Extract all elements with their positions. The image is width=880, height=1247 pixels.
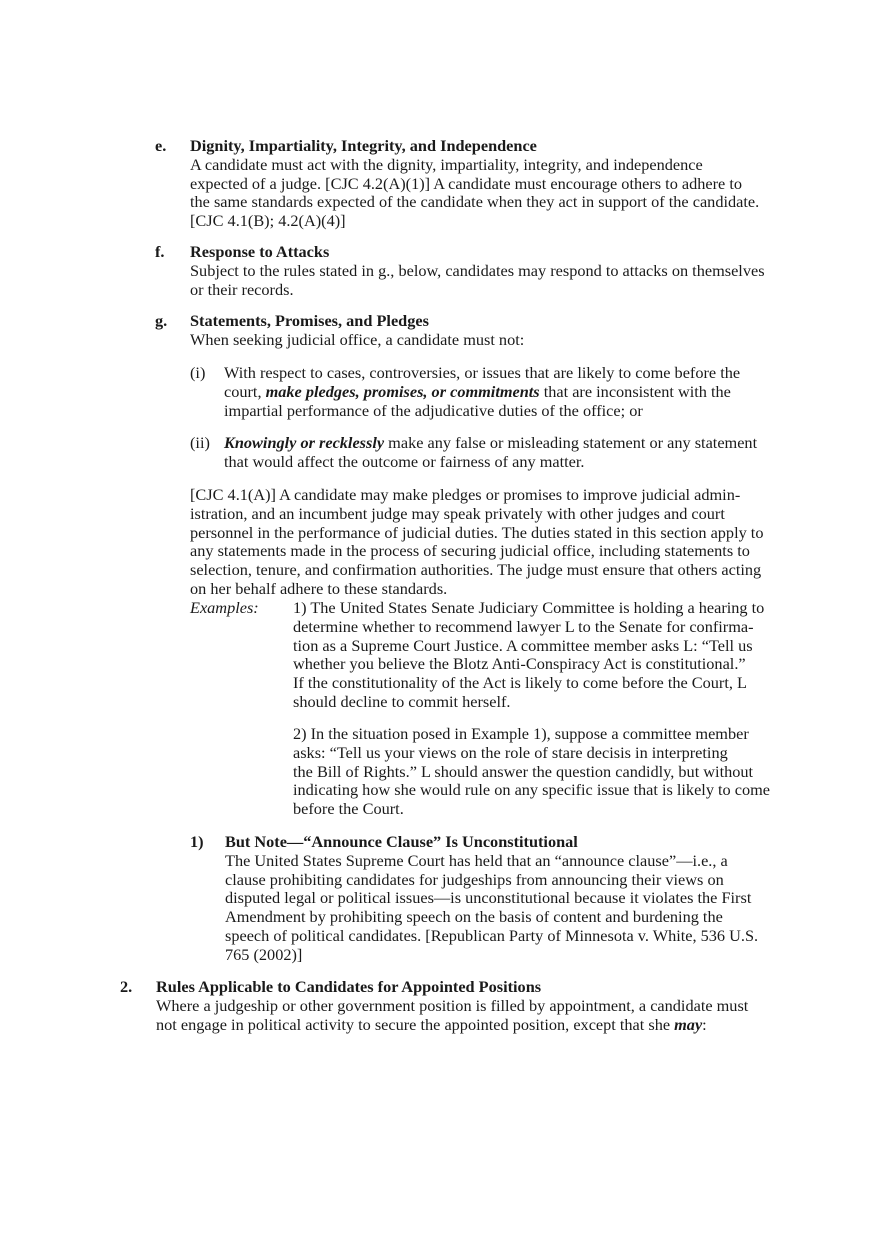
example-line: asks: “Tell us your views on the role of stare decisis in interpreting — [293, 742, 728, 762]
list-item-ii — [190, 434, 810, 472]
section-2 — [120, 978, 820, 1034]
section-e-line: expected of a judge. [CJC 4.2(A)(1)] A candidate must encourage others to adhere to — [190, 173, 743, 193]
example-line: the Bill of Rights.” L should answer the question candidly, but without — [293, 761, 754, 781]
example-2 — [293, 725, 813, 819]
example-1 — [190, 599, 815, 712]
example-line: 2) In the situation posed in Example 1), suppose a committee member — [293, 724, 749, 743]
text-run: : — [702, 1014, 707, 1034]
note-1-line: speech of political candidates. [Republican Party of Minnesota v. White, 536 U.S. — [225, 925, 759, 945]
note-1-marker: 1) — [190, 832, 204, 851]
example-line: should decline to commit herself. — [293, 691, 511, 711]
paragraph-line: personnel in the performance of judicial duties. The duties stated in this section apply to — [190, 522, 764, 542]
example-line: whether you believe the Blotz Anti-Conspiracy Act is constitutional.” — [293, 654, 746, 674]
note-1-heading: But Note—“Announce Clause” Is Unconstitutional — [225, 832, 578, 851]
list-item-ii-line: that would affect the outcome or fairness of any matter. — [224, 451, 585, 471]
text-run: not engage in political activity to secure the appointed position, except that she — [156, 1014, 675, 1034]
note-1-line: disputed legal or political issues—is unconstitutional because it violates the First — [225, 888, 752, 908]
list-item-i-line: impartial performance of the adjudicative duties of the office; or — [224, 400, 643, 420]
emphasis-text: Knowingly or recklessly — [224, 433, 385, 452]
section-2-line: Where a judgeship or other government position is filled by appointment, a candidate must — [156, 995, 749, 1015]
examples-label: Examples: — [190, 598, 259, 617]
text-run: make any false or misleading statement or any statement — [384, 433, 758, 452]
section-e-line: the same standards expected of the candidate when they act in support of the candidate. — [190, 192, 760, 212]
section-f-line: or their records. — [190, 279, 294, 299]
list-item-i-line — [224, 383, 810, 402]
list-item-i-line: With respect to cases, controversies, or issues that are likely to come before the — [224, 363, 741, 382]
example-line: tion as a Supreme Court Justice. A committee member asks L: “Tell us — [293, 635, 753, 655]
section-e-line: A candidate must act with the dignity, impartiality, integrity, and independence — [190, 154, 703, 174]
note-1-line: Amendment by prohibiting speech on the basis of content and burdening the — [225, 907, 723, 927]
note-1-line: clause prohibiting candidates for judgeships from announcing their views on — [225, 869, 724, 889]
cjc-paragraph — [190, 486, 815, 599]
section-g — [155, 312, 815, 350]
example-line: If the constitutionality of the Act is likely to come before the Court, L — [293, 673, 747, 693]
note-1-line: The United States Supreme Court has held that an “announce clause”—i.e., a — [225, 850, 728, 870]
paragraph-line: any statements made in the process of securing judicial office, including statements to — [190, 541, 750, 561]
text-run: that are inconsistent with the — [539, 381, 731, 401]
section-f-line: Subject to the rules stated in g., below, candidates may respond to attacks on themselves — [190, 260, 765, 280]
section-2-line — [156, 1016, 820, 1035]
example-line: indicating how she would rule on any specific issue that is likely to come — [293, 780, 771, 800]
emphasis-text: make pledges, promises, or commitments — [265, 381, 540, 401]
section-f — [155, 243, 815, 299]
section-g-marker: g. — [155, 311, 168, 330]
paragraph-line: [CJC 4.1(A)] A candidate may make pledges or promises to improve judicial admin- — [190, 485, 741, 504]
section-e-marker: e. — [155, 136, 167, 155]
list-item-i-marker: (i) — [190, 363, 206, 382]
section-f-marker: f. — [155, 242, 165, 261]
example-line: determine whether to recommend lawyer L to the Senate for confirma- — [293, 616, 754, 636]
example-line: before the Court. — [293, 799, 404, 819]
section-g-intro: When seeking judicial office, a candidate must not: — [190, 329, 525, 349]
examples-block — [190, 599, 815, 712]
paragraph-line: selection, tenure, and confirmation authorities. The judge must ensure that others acting — [190, 560, 762, 580]
section-e — [155, 137, 815, 231]
section-2-heading: Rules Applicable to Candidates for Appointed Positions — [156, 977, 542, 996]
example-line: 1) The United States Senate Judiciary Committee is holding a hearing to — [293, 598, 765, 617]
section-e-line: [CJC 4.1(B); 4.2(A)(4)] — [190, 211, 346, 231]
note-1 — [190, 833, 810, 965]
list-item-i — [190, 364, 810, 420]
list-item-ii-marker: (ii) — [190, 433, 210, 452]
section-e-heading: Dignity, Impartiality, Integrity, and Independence — [190, 136, 537, 155]
emphasis-text: may — [674, 1014, 703, 1034]
section-f-heading: Response to Attacks — [190, 242, 330, 261]
list-item-ii-line — [224, 434, 810, 453]
text-run: court, — [224, 381, 266, 401]
section-2-marker: 2. — [120, 977, 133, 996]
paragraph-line: on her behalf adhere to these standards. — [190, 578, 448, 598]
paragraph-line: istration, and an incumbent judge may speak privately with other judges and court — [190, 503, 725, 523]
note-1-line: 765 (2002)] — [225, 944, 303, 964]
section-g-heading: Statements, Promises, and Pledges — [190, 311, 429, 330]
